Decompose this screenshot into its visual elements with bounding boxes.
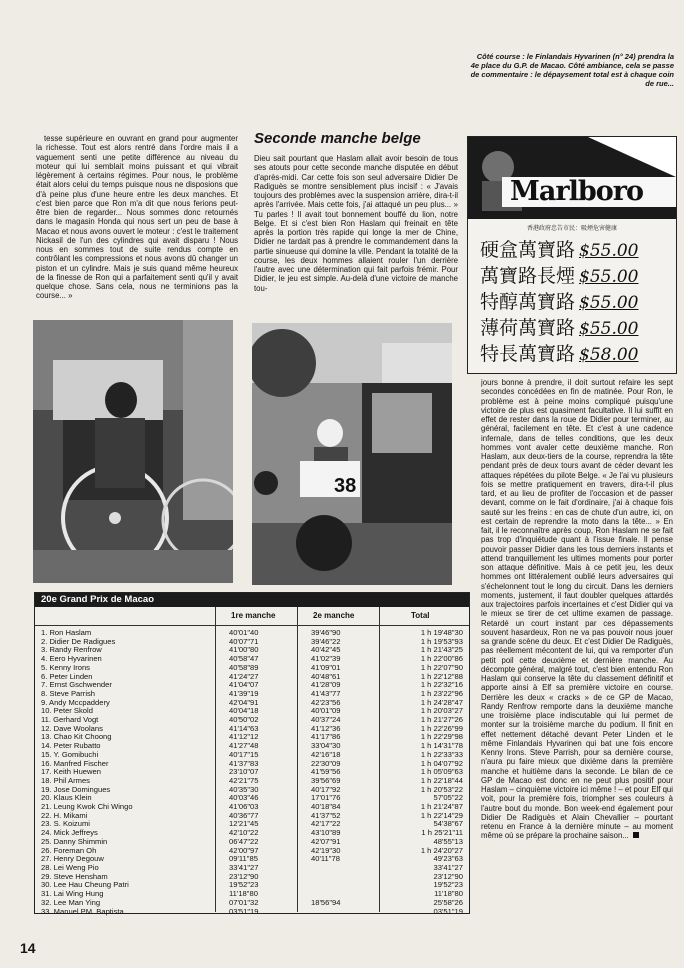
page-number: 14 [20,940,36,956]
total-column: 1 h 19'48"30 1 h 19'53"93 1 h 21'43"25 1 h 22'00"86 1 h 22'07"90 1 h 22'12"88 1 h 22'32"16 1 h 23'22"96 1 h 24'28"47 1 h 20'03"27 1 h 21'27"26 1 h 22'26"99 1 h 22'29"98 1 h 14'31"78 1 h 22'33"33 1 h 04'07"92 1 h 05'09"63 1 h 22'18"44 1 h 20'53"22 57'05"22 1 h 21'24"87 1 h 22'14"29 54'38"67 1 h 25'21"11 48'55"13 1 h 24'20"27 49'23"63 33'41"27 23'12"90 19'52"23 11'18"80 25'58"26 03'51"19 [420,628,463,916]
column-3-text [481,378,673,918]
column-divider [215,607,216,912]
bike-number: 38 [334,475,357,497]
ad-price-row [480,289,670,316]
column-3-paragraph [481,378,673,841]
ad-header-band [468,137,676,219]
header-manche-1: 1re manche [231,611,276,620]
column-divider [379,607,380,912]
pedicab-photo [33,320,233,583]
marlboro-advert [467,136,677,374]
photo-caption: Côté course : le Finlandais Hyvarinen (n° 24) prendra la 4e place du G.P. de Macao. Côté ambiance, cela se passe de commentaire : le dépaysement total est à chaque coin de rue... [470,52,674,88]
ad-price-row [480,237,670,264]
marlboro-logo: Marlboro [502,177,677,207]
manche-1-column: 40'01"40 40'07"71 41'00"80 40'58"47 40'58"89 41'24"27 41'04"07 41'39"19 42'04"91 40'04"18 40'50"02 41'14"63 41'12"12 41'27"48 40'17"15 41'37"83 23'10"07 42'21"75 40'35"30 40'03"46 41'06"03 40'36"77 12'21"45 42'10"22 06'47"22 42'00"97 09'11"85 33'41"27 23'12"90 19'52"23 11'18"80 07'01"32 03'51"19 [229,628,259,916]
column-2-text [254,154,458,318]
results-table [34,592,470,914]
riders-column: 1. Ron Haslam 2. Didier De Radigues 3. Randy Renfrow 4. Eero Hyvarinen 5. Kenny Irons 6. Peter Linden 7. Ernst Gschwender 8. Steve Parrish 9. Andy Mccpaddery 10. Peter Skold 11. Gerhard Vogt 12. Dave Woolans 13. Chao Kit Choong 14. Peter Rubatto 15. Y. Gomibuchi 16. Manfred Fischer 17. Keith Huewen 18. Phil Armes 19. Jose Domingues 20. Klaus Klein 21. Leung Kwok Chi Wingo 22. H. Mikami 23. S. Koizumi 24. Mick Jeffreys 25. Danny Shimmin 26. Foreman Oh 27. Henry Degouw 28. Lei Weng Pio 29. Steve Hensham 30. Lee Hau Cheung Patri 31. Lai Wing Hung 32. Lee Man Ying 33. Manuel PM. Baptista [41,628,133,916]
ad-product-price: $55.00 [579,293,639,313]
ad-price-row [480,263,670,290]
ad-product-price: $58.00 [579,345,639,365]
header-rule [35,625,469,626]
ad-product-name: 特醇萬寶路 [480,291,576,313]
column-1-text [36,134,238,316]
header-manche-2: 2e manche [313,611,355,620]
pedicab-illustration [33,320,233,583]
ad-product-price: $55.00 [579,241,639,261]
manche-2-column: 39'46"90 39'46"22 40'42"45 41'02"39 41'09"01 40'48"61 41'28"09 41'43"77 42'23"56 40'01"09 40'37"24 41'12"36 41'17"86 33'04"30 42'16"18 22'30"09 41'59"56 39'56"69 40'17"92 17'01"76 40'18"84 41'37"52 42'17"22 43'10"89 42'07"91 42'19"30 40'11"78 18'56"94 [311,628,341,907]
ad-product-name: 硬盒萬寶路 [480,239,576,261]
results-table-title: 20e Grand Prix de Macao [35,593,469,607]
ad-price-row [480,315,670,342]
end-of-article-mark [633,832,639,838]
column-2-paragraph: Dieu sait pourtant que Haslam allait avoir besoin de tous ses atouts pour cette seconde manche disputée en début d'après-midi. Car cette fois son seul adversaire Didier De Radiguès se montre sensiblement plus incisif : « J'avais toujours des problèmes avec la suspension arrière, dira-t-il après l'arrivée. Mais cette fois, j'ai attaqué un peu plus... » Tu parles ! Il avait tout bonnement bouffé du lion, notre Belge. Et si c'est bien Ron Haslam qui freinait en tête après la portion très rapide qui longe la mer de Chine, Didier ne tardait pas à prendre le commandement dans la partie sinueuse qui domine la ville. Pendant la totalité de la course, les deux hommes allaient rouler l'un derrière l'autre avec une détermination qui fait parfois frémir. Pour Didier, le jeu est simple. Au-delà d'une victoire de manche tou- [254,154,458,293]
ad-product-name: 特長萬寶路 [480,343,576,365]
section-heading: Seconde manche belge [254,130,421,147]
ad-health-warning: 香港政府忠告市民：吸煙危害健康 [526,226,617,232]
ad-product-name: 薄荷萬寶路 [480,317,576,339]
race-photo [252,323,452,585]
ad-product-price: $55.00 [579,267,639,287]
ad-product-name: 萬寶路長煙 [480,265,576,287]
header-total: Total [411,611,430,620]
column-divider [297,607,298,912]
ad-price-row [480,341,670,368]
race-illustration [252,323,452,585]
column-3-body: jours bonne à prendre, il doit surtout refaire les sept secondes concédées en fin de matinée. Pour Ron, le problème est à peine moins compliqué puisqu'une victoire de plus est quasiment facultative. Il lui suffit en effet de rester dans la roue de Didier pour terminer, au général, facilement en tête. Et c'est à une cadence infernale, dans de telles conditions, que les deux hommes vont avaler cette deuxième manche. Ron Haslam, aux deux-tiers de la course, reprendra la tête pendant près de deux tours avant de céder devant les attaques répétées du pilote Belge. « Je l'ai vu plusieurs fois se mettre pratiquement en travers, dira-t-il plus tard, et au lieu de profiter de l'occasion et de passer devant, comme on le fait d'ordinaire, j'ai à chaque fois sauté sur les freins : en cas de chute d'un autre, ici, on est certain de reprendre la moto dans la tête... » En fait, il le reconnaître après coup, Ron Haslam ne se fait pas trop d'inquiétude quant à l'issue finale. Il pense pouvoir passer Didier dans les tous derniers instants et attend tranquillement les ultimes moments pour porter son attaque définitive. Mais à ce petit jeu, les deux hommes ont littéralement oublié leurs adversaires qui s'échelonnent tout le long du circuit. Dans les derniers moments, justement, il faut doubler quelques attardés aux trajectoires parfois incertaines et c'est Didier qui va le mieux se tirer de cet ultime examen de passage. Retardé un court instant par ces dépassements souvent hasardeux, Ron ne va pas pouvoir nous jouer sa grande scène du deux. Et c'est Didier De Radiguès, pas réellement mécontent de lui, qui va remporter d'un petit poil cette deuxième et dernière manche. Au décompte général, malgré tout, c'est bien entendu Ron Haslam qui conserve la tête du classement définitif et apporte ainsi à Elf sa première victoire en course. Derrière les deux « cracks » de ce GP de Macao, Randy Renfrow remporte dans la deuxième manche une troisième place indiscutable qui lui permet de monter sur la troisième marche du podium. Il finit en effet nettement détaché devant Peter Linden et le même Finlandais Hyvarinen qui bat une fois encore Kenny Irons. Steve Parrish, pour sa dernière course, n'aura pu faire mieux que dixième dans la première manche et huitième dans la seconde. Le bilan de ce GP de Macao est donc en ne peut plus positif pour Haslam – cinquième victoire ici même ! – et pour Elf qui voit, pour la première fois, triompher ses couleurs à l'autre bout du monde. Bon week-end également pour Didier De Radiguès et Alain Chevallier – pourtant retenu en France à la dernière minute – au moment même où se prépare la prochaine saison... [481,378,673,841]
ad-product-price: $55.00 [579,319,639,339]
column-1-paragraph: tesse supérieure en ouvrant en grand pour augmenter la richesse. Tout est alors rentré dans l'ordre mais il a vaguement senti une petite différence au niveau du moteur qui lui semblait moins puissant et qui vibrait légèrement à certains régimes. Pour nous, le problème était alors celui du temps puisque nous ne disposions que d'à peine plus d'une heure entre les deux manches. Et c'est bien parce que Ron m'a dit que nous ferions peut-être bien de regarder... Nous sommes donc retournés dans le magasin Honda qui nous sert un peu de base à Macao et nous avons ouvert le moteur : c'est le traitement Nickasil de l'un des cylindres qui avait disparu ! Nous nous en sommes tout de suite rendus compte en contrôlant les compressions et nous avons dû changer un piston et un cylindre. Mais je suis quand même heureux de la finesse de Ron qui a parfaitement senti qu'il y avait quelque chose. Sans cela, nous ne terminions pas la course... » [36,134,238,301]
